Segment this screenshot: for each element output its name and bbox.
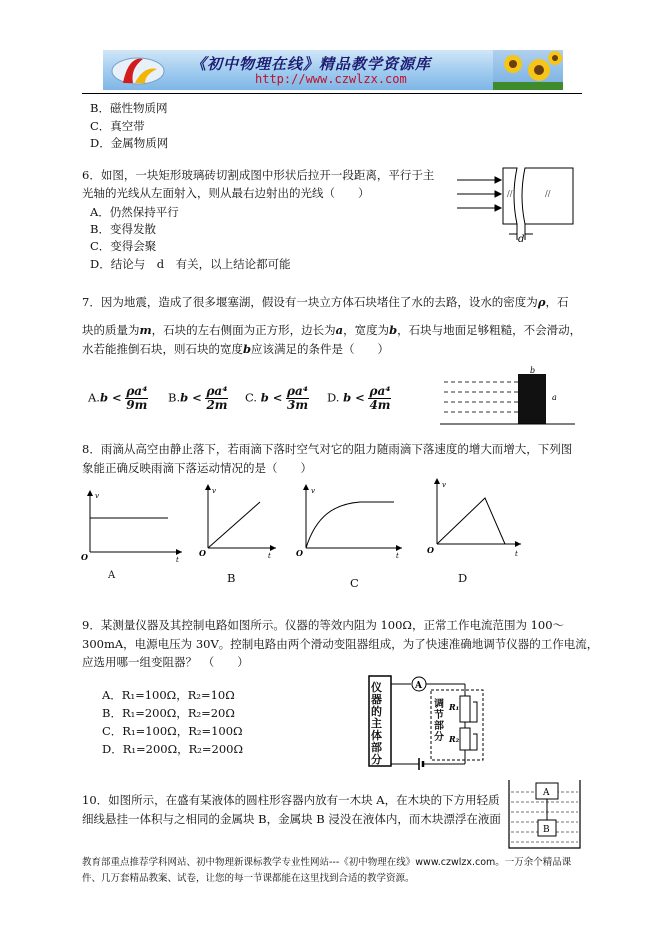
q7-symbol-b: b: [389, 323, 398, 337]
q7-stem-text-2b: ，石块的左右侧面为正方形，边长为: [151, 323, 336, 337]
q10-block-b-label: B: [543, 825, 550, 835]
q9-stem-line3: 应选用哪一组变阻器？ （ ）: [82, 655, 249, 669]
q7-option-d-label: D.: [327, 390, 340, 405]
q7-symbol-m: m: [139, 323, 152, 337]
page-footer: [82, 855, 587, 887]
q7-stem-text-3b: 应该满足的条件是（ ）: [251, 342, 390, 356]
q5-option-d: D．金属物质网: [90, 136, 169, 150]
footer-line1: 教育部重点推荐学科网站、初中物理新课标教学专业性网站---《初中物理在线》www.czwlzx.com。一万余个精品课: [82, 857, 572, 868]
sunflower-icon: [493, 50, 563, 90]
q9-instrument-label: 仪器的主体部分: [371, 681, 382, 766]
q8-graph-d: [425, 478, 525, 560]
q7-option-b-denominator: 2m: [206, 398, 228, 412]
q9-option-b: B．R₁=200Ω，R₂=20Ω: [102, 706, 235, 720]
q7-option-d-lhs: b <: [343, 390, 365, 405]
q8-graph-b-origin: O: [199, 548, 206, 558]
q7-option-b-label: B.: [168, 390, 181, 405]
svg-text://: //: [507, 189, 513, 198]
q9-stem-line2: 300mA，电源电压为 30V。控制电路由两个滑动变阻器组成，为了快速准确地调节仪器的工作电流，: [82, 637, 599, 651]
q8-graph-c-origin: O: [296, 548, 303, 558]
q8-stem-line2: 象能正确反映雨滴下落运动情况的是（ ）: [82, 461, 312, 475]
q9-control-label: 调节部分: [434, 699, 444, 743]
q7-stem-text-2c: ，宽度为: [343, 323, 390, 337]
q7-stem-text-2d: ，石块与地面足够粗糙，不会滑动，: [397, 323, 582, 337]
q7-symbol-a: a: [335, 323, 344, 337]
q7-option-c-label: C.: [245, 390, 258, 405]
footer-line2: 件、几万套精品教案、试卷，让您的每一节课都能在这里找到合适的教学资源。: [82, 873, 415, 884]
q7-figure-label-b: b: [530, 366, 536, 375]
banner-url[interactable]: http://www.czwlzx.com: [255, 72, 407, 86]
banner-title: 《初中物理在线》精品教学资源库: [191, 55, 432, 73]
q8-graph-a-origin: O: [81, 552, 88, 562]
q6-option-a: A．仍然保持平行: [90, 205, 179, 219]
q7-symbol-b-2: b: [243, 342, 252, 356]
q8-graph-d-axis-t: t: [515, 550, 518, 558]
q9-option-a: A．R₁=100Ω，R₂=10Ω: [102, 688, 235, 702]
q7-dam-figure: [440, 364, 575, 426]
q10-container-figure: [507, 778, 582, 850]
q6-stem-line1: 6．如图，一块矩形玻璃砖切割成图中形状后拉开一段距离，平行于主: [82, 168, 435, 182]
q7-option-a-denominator: 9m: [126, 398, 148, 412]
q8-graph-a-axis-v: v: [95, 492, 99, 500]
q8-graph-d-origin: O: [427, 545, 434, 555]
q7-option-a-lhs: b <: [99, 390, 122, 405]
logo-icon: [109, 53, 167, 87]
q5-option-c: C．真空带: [90, 119, 145, 133]
svg-text://: //: [545, 189, 551, 198]
q6-option-b: B．变得发散: [90, 222, 156, 236]
q7-option-a: [88, 385, 148, 412]
q8-stem-line1: 8．雨滴从高空由静止落下，若雨滴下落时空气对它的阻力随雨滴下落速度的增大而增大，下列图: [82, 442, 573, 456]
q9-option-c: C．R₁=100Ω，R₂=100Ω: [102, 724, 243, 738]
q7-option-c-numerator: ρa⁴: [287, 384, 309, 398]
q7-option-a-label: A.: [88, 390, 100, 405]
q8-graph-b-axis-v: v: [212, 487, 216, 495]
q7-option-d-denominator: 4m: [369, 398, 391, 412]
q7-option-c: [245, 385, 309, 412]
q8-graph-label-b: B: [227, 571, 236, 585]
header-banner: [103, 50, 563, 90]
q9-option-d: D．R₁=200Ω，R₂=200Ω: [102, 742, 243, 756]
q7-option-d: [327, 385, 391, 412]
q7-option-c-denominator: 3m: [287, 398, 309, 412]
q7-option-a-numerator: ρa⁴: [126, 384, 148, 398]
q9-r1-label: R₁: [449, 702, 460, 712]
q8-graph-b: [198, 484, 280, 559]
q6-option-c: C．变得会聚: [90, 239, 157, 253]
q7-stem-text-3a: 水若能推倒石块，则石块的宽度: [82, 342, 243, 356]
q9-r2-label: R₂: [449, 734, 460, 744]
q8-graph-a-axis-t: t: [176, 556, 179, 562]
q8-graph-d-axis-v: v: [442, 481, 446, 489]
q7-option-b-numerator: ρa⁴: [206, 384, 228, 398]
q7-symbol-rho: ρ: [537, 295, 546, 309]
q8-graph-c: [294, 484, 406, 559]
q7-stem-line1: [82, 294, 568, 310]
q8-graph-b-axis-t: t: [268, 552, 271, 559]
q7-stem-text-1a: 7．因为地震，造成了很多堰塞湖，假设有一块立方体石块堵住了水的去路，设水的密度为: [82, 295, 538, 309]
q6-option-d: D．结论与 d 有关，以上结论都可能: [90, 257, 291, 271]
q6-figure-label-d: d: [518, 234, 525, 245]
q7-option-c-lhs: b <: [260, 390, 283, 405]
q10-stem-line1: 10．如图所示，在盛有某液体的圆柱形容器内放有一木块 A，在木块的下方用轻质: [82, 793, 500, 807]
q7-figure-label-a: a: [552, 393, 557, 402]
q7-stem-text-1b: ，石: [545, 295, 569, 309]
q6-stem-line2: 光轴的光线从左面射入，则从最右边射出的光线（ ）: [82, 186, 370, 200]
q8-graph-label-c: C: [350, 576, 359, 590]
q10-stem-line2: 细线悬挂一体积与之相同的金属块 B，金属块 B 浸没在液体内，而木块漂浮在液面: [82, 812, 501, 826]
q5-option-b: B．磁性物质网: [90, 101, 168, 115]
q8-graph-label-d: D: [458, 571, 468, 585]
q6-glass-figure: [455, 160, 585, 245]
q8-graph-c-axis-t: t: [396, 552, 399, 559]
q7-stem-line2: [82, 322, 581, 338]
q8-graph-a: [80, 490, 185, 562]
q8-graph-c-axis-v: v: [311, 487, 315, 495]
q7-stem-line3: [82, 341, 389, 357]
q9-stem-line1: 9．某测量仪器及其控制电路如图所示。仪器的等效内阻为 100Ω，正常工作电流范围为 100～: [82, 618, 565, 632]
header-rule: [82, 93, 582, 94]
q7-stem-text-2a: 块的质量为: [82, 323, 140, 337]
q10-block-a-label: A: [543, 788, 550, 798]
q8-graph-label-a: A: [108, 570, 116, 581]
q7-option-b: [168, 385, 228, 412]
q9-ammeter-label: A: [415, 681, 422, 691]
q7-option-b-lhs: b <: [180, 390, 202, 405]
q7-option-d-numerator: ρa⁴: [369, 384, 391, 398]
